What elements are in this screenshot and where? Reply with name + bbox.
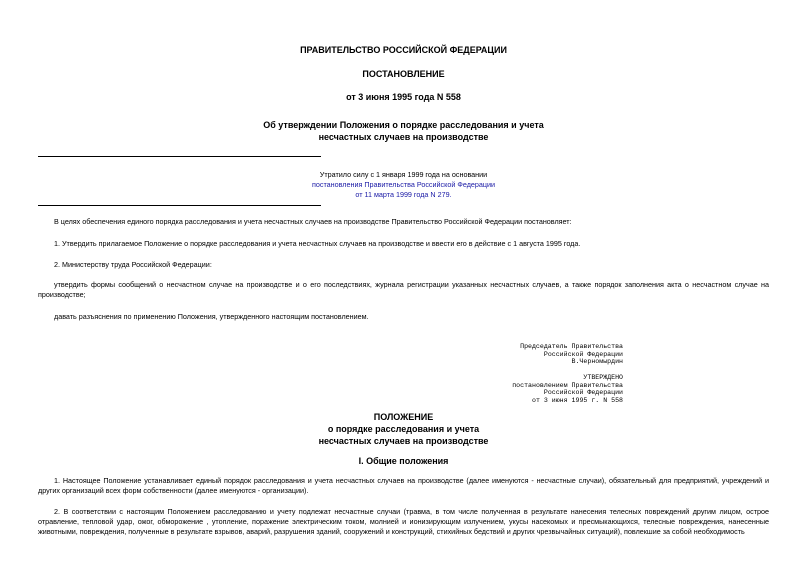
regulation-subtitle-1: о порядке расследования и учета — [327, 424, 480, 434]
divider-bottom — [38, 205, 321, 206]
repeal-notice: Утратило силу с 1 января 1999 года на основании — [319, 170, 488, 179]
regulation-paragraph-2: 2. В соответствии с настоящим Положением расследованию и учету подлежат несчастные случаи (травма, в том числе полученная в результате нанесения телесных повреждений другим лицом, острое отравление, тепловой удар, ожог, обморожение , утопление, поражение электрическим током, молнией и ионизирующим излучением, укусы насекомых и пресмыкающихся, телесные повреждения, нанесенные животными, повреждения, полученные в результате взрывов, аварий, разрушения зданий, сооружений и конструкций, стихийных бедствий и других чрезвычайных ситуаций), повлекшие за собой необходимость — [38, 507, 769, 536]
section-heading: I. Общие положения — [358, 456, 449, 466]
regulation-title: ПОЛОЖЕНИЕ — [373, 412, 434, 422]
document-title-line-2: несчастных случаев на производстве — [318, 132, 489, 142]
paragraph-item-1: 1. Утвердить прилагаемое Положение о порядке расследования и учета несчастных случаев на производстве и ввести его в действие с 1 августа 1995 года. — [54, 239, 581, 248]
document-title-line-1: Об утверждении Положения о порядке расследования и учета — [263, 120, 544, 130]
approval-date: от 3 июня 1995 г. N 558 — [531, 396, 623, 404]
document-type: ПОСТАНОВЛЕНИЕ — [362, 69, 445, 79]
signature-position: Председатель Правительства — [520, 343, 623, 350]
approval-country: Российской Федерации — [543, 389, 623, 397]
paragraph-item-2: 2. Министерству труда Российской Федерации: — [54, 260, 212, 269]
paragraph-preamble: В целях обеспечения единого порядка расследования и учета несчастных случаев на производстве Правительство Российской Федерации постановляет: — [54, 217, 572, 226]
divider-top — [38, 156, 321, 157]
signature-block — [520, 343, 623, 366]
approval-title: УТВЕРЖДЕНО — [583, 374, 623, 381]
regulation-paragraph-1: 1. Настоящее Положение устанавливает единый порядок расследования и учета несчастных случаев на производстве (далее именуются - несчастные случаи), обязательный для предприятий, учреждений и других организаций всех форм собственности (далее именуются - организации). — [38, 476, 769, 495]
repeal-link-line-2[interactable]: от 11 марта 1999 года N 279. — [355, 190, 452, 199]
paragraph-item-2-forms: утвердить формы сообщений о несчастном случае на производстве и о его последствиях, журнала регистрации указанных несчастных случаев, а также порядок заполнения акта о несчастном случае на производстве; — [38, 280, 769, 299]
government-name: ПРАВИТЕЛЬСТВО РОССИЙСКОЙ ФЕДЕРАЦИИ — [300, 45, 507, 55]
repeal-link-line-1[interactable]: постановления Правительства Российской Федерации — [311, 180, 496, 189]
regulation-subtitle-2: несчастных случаев на производстве — [318, 436, 489, 446]
document-date-number: от 3 июня 1995 года N 558 — [346, 92, 461, 102]
signature-name: В.Черномырдин — [571, 358, 623, 366]
signature-country: Российской Федерации — [543, 350, 623, 358]
approval-block — [512, 374, 623, 404]
approval-by: постановлением Правительства — [512, 381, 623, 389]
paragraph-item-2-clarify: давать разъяснения по применению Положения, утвержденного настоящим постановлением. — [54, 312, 369, 321]
